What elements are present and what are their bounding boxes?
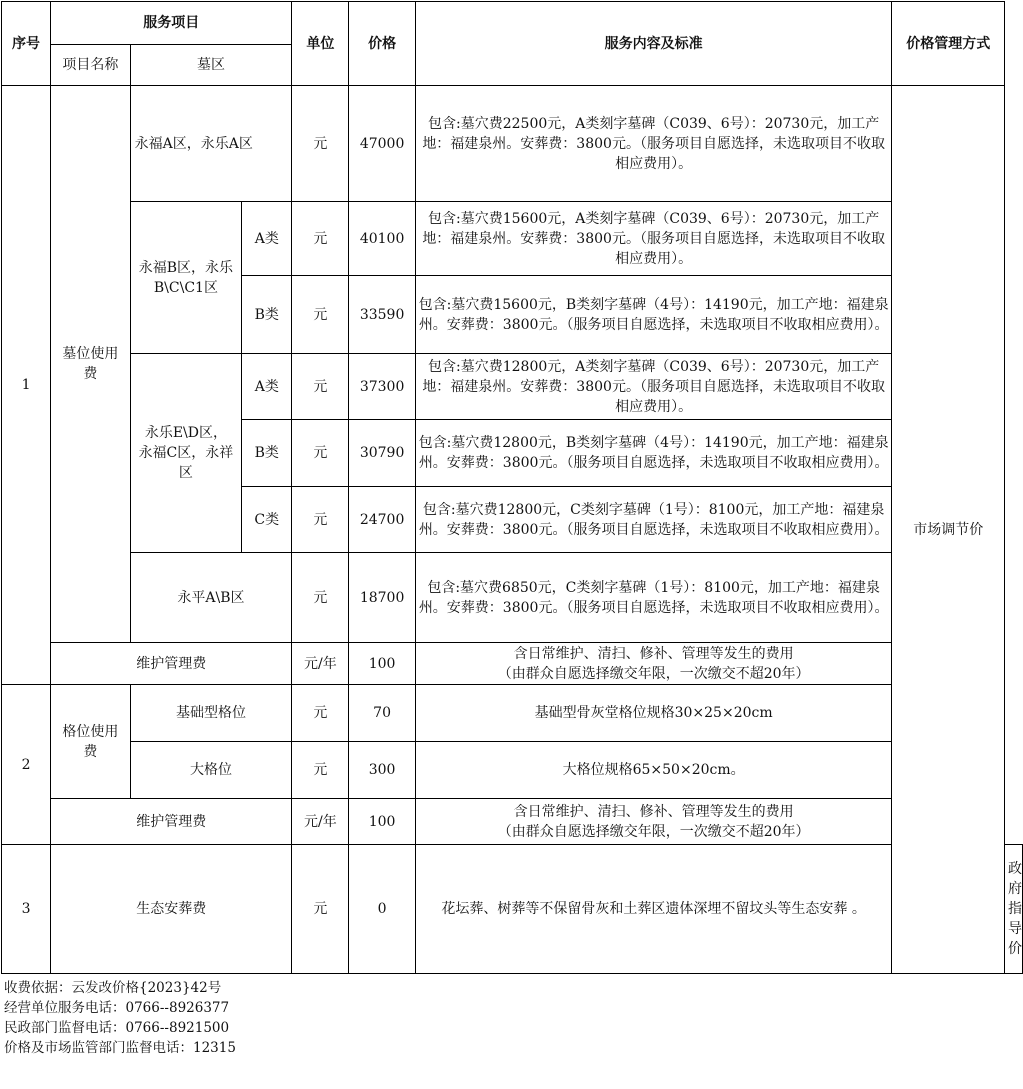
desc-cell: 包含:墓穴费15600元，B类刻字墓碑（4号）：14190元，加工产地：福建泉州。安葬费：3800元。（服务项目自愿选择，未选取项目不收取相应费用）。 — [415, 276, 892, 354]
desc-cell: 含日常维护、清扫、修补、管理等发生的费用 （由群众自愿选择缴交年限，一次缴交不超20年） — [415, 799, 892, 845]
header-method: 价格管理方式 — [892, 2, 1005, 86]
header-service-item: 服务项目 — [51, 2, 292, 45]
civil-affairs-phone-text: 民政部门监督电话：0766--8921500 — [4, 1020, 230, 1036]
header-price: 价格 — [349, 2, 415, 86]
method-cell: 政府指导价 — [1005, 845, 1023, 974]
desc-cell: 包含:墓穴费6850元，C类刻字墓碑（1号）：8100元，加工产地：福建泉州。安葬费：3800元。（服务项目自愿选择，未选取项目不收取相应费用）。 — [415, 553, 892, 643]
seq-cell: 3 — [2, 845, 51, 974]
desc-cell: 包含:墓穴费22500元，A类刻字墓碑（C039、6号）：20730元，加工产地：福建泉州。安葬费：3800元。（服务项目自愿选择，未选取项目不收取相应费用）。 — [415, 86, 892, 202]
item-name-cell: 格位使用费 — [51, 685, 131, 799]
desc-cell: 含日常维护、清扫、修补、管理等发生的费用 （由群众自愿选择缴交年限，一次缴交不超20年） — [415, 643, 892, 685]
unit-cell: 元 — [292, 685, 349, 742]
table-row — [2, 799, 1023, 845]
seq-cell: 2 — [2, 685, 51, 845]
price-cell: 37300 — [349, 354, 415, 420]
unit-cell: 元 — [292, 354, 349, 420]
unit-cell: 元 — [292, 86, 349, 202]
desc-cell: 包含:墓穴费15600元，A类刻字墓碑（C039、6号）：20730元，加工产地：福建泉州。安葬费：3800元。（服务项目自愿选择，未选取项目不收取相应费用）。 — [415, 202, 892, 276]
table-row — [2, 354, 1023, 420]
maint-name-cell: 维护管理费 — [51, 799, 292, 845]
service-phone-text: 经营单位服务电话：0766--8926377 — [4, 1000, 230, 1016]
class-cell: C类 — [242, 487, 292, 553]
unit-cell: 元 — [292, 420, 349, 487]
unit-cell: 元/年 — [292, 799, 349, 845]
price-cell: 18700 — [349, 553, 415, 643]
area-cell: 永平A\B区 — [130, 553, 292, 643]
seq-cell: 1 — [2, 86, 51, 685]
unit-cell: 元 — [292, 553, 349, 643]
maint-name-cell: 维护管理费 — [51, 643, 292, 685]
area-cell: 大格位 — [130, 742, 292, 799]
table-row — [2, 685, 1023, 742]
price-table — [1, 1, 1023, 974]
table-row — [2, 202, 1023, 276]
unit-cell: 元 — [292, 845, 349, 974]
area-cell: 永福B区，永乐B\C\C1区 — [130, 202, 242, 354]
unit-cell: 元 — [292, 487, 349, 553]
table-row — [2, 86, 1023, 202]
price-cell: 0 — [349, 845, 415, 974]
price-cell: 100 — [349, 799, 415, 845]
fee-basis-text: 收费依据：云发改价格{2023}42号 — [4, 980, 222, 996]
market-supervision-phone-text: 价格及市场监管部门监督电话：12315 — [4, 1040, 236, 1056]
unit-cell: 元 — [292, 202, 349, 276]
price-cell: 24700 — [349, 487, 415, 553]
unit-cell: 元 — [292, 276, 349, 354]
area-cell: 永乐E\D区，永福C区，永祥区 — [130, 354, 242, 553]
price-cell: 100 — [349, 643, 415, 685]
item-name-cell: 墓位使用费 — [51, 86, 131, 643]
desc-cell: 大格位规格65×50×20cm。 — [415, 742, 892, 799]
price-cell: 30790 — [349, 420, 415, 487]
footer-notes — [4, 978, 236, 1058]
header-item-name: 项目名称 — [51, 45, 131, 86]
price-cell: 40100 — [349, 202, 415, 276]
item-name-cell: 生态安葬费 — [51, 845, 292, 974]
header-seq: 序号 — [2, 2, 51, 86]
price-cell: 47000 — [349, 86, 415, 202]
class-cell: B类 — [242, 420, 292, 487]
price-cell: 70 — [349, 685, 415, 742]
table-row — [2, 742, 1023, 799]
table-row — [2, 845, 1023, 974]
desc-cell: 花坛葬、树葬等不保留骨灰和土葬区遗体深埋不留坟头等生态安葬 。 — [415, 845, 892, 974]
class-cell: A类 — [242, 354, 292, 420]
table-row — [2, 643, 1023, 685]
price-cell: 300 — [349, 742, 415, 799]
price-cell: 33590 — [349, 276, 415, 354]
class-cell: B类 — [242, 276, 292, 354]
desc-cell: 包含:墓穴费12800元，A类刻字墓碑（C039、6号）：20730元，加工产地：福建泉州。安葬费：3800元。（服务项目自愿选择，未选取项目不收取相应费用）。 — [415, 354, 892, 420]
area-cell: 永福A区，永乐A区 — [130, 86, 292, 202]
class-cell: A类 — [242, 202, 292, 276]
header-content: 服务内容及标准 — [415, 2, 892, 86]
unit-cell: 元 — [292, 742, 349, 799]
header-unit: 单位 — [292, 2, 349, 86]
table-row — [2, 553, 1023, 643]
desc-cell: 包含:墓穴费12800元，C类刻字墓碑（1号）：8100元，加工产地：福建泉州。安葬费：3800元。（服务项目自愿选择，未选取项目不收取相应费用）。 — [415, 487, 892, 553]
desc-cell: 包含:墓穴费12800元，B类刻字墓碑（4号）：14190元，加工产地：福建泉州。安葬费：3800元。（服务项目自愿选择，未选取项目不收取相应费用）。 — [415, 420, 892, 487]
desc-cell: 基础型骨灰堂格位规格30×25×20cm — [415, 685, 892, 742]
unit-cell: 元/年 — [292, 643, 349, 685]
header-area: 墓区 — [130, 45, 292, 86]
area-cell: 基础型格位 — [130, 685, 292, 742]
method-cell: 市场调节价 — [892, 86, 1005, 974]
